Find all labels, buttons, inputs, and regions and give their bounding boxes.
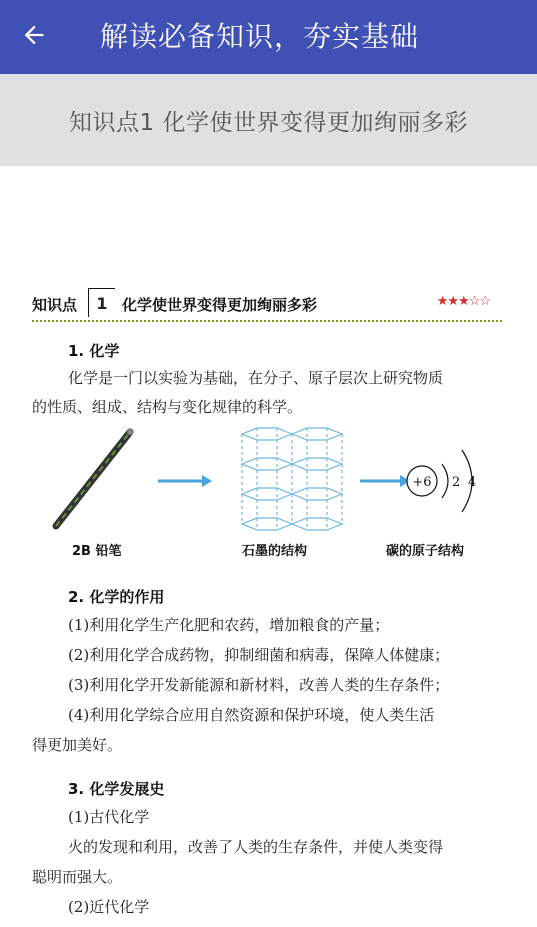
section-3-heading: 3. 化学发展史 — [68, 780, 165, 798]
section-2-heading: 2. 化学的作用 — [68, 588, 165, 606]
section-subtitle: 知识点1 化学使世界变得更加绚丽多彩 — [69, 109, 468, 136]
section-1-line-2: 的性质、组成、结构与变化规律的科学。 — [32, 398, 303, 416]
atom-shell-2-label: 4 — [468, 475, 477, 490]
content-area[interactable] — [0, 166, 537, 927]
caption-carbon: 碳的原子结构 — [386, 544, 465, 559]
section-2-item-4-cont: 得更加美好。 — [32, 736, 123, 754]
stars-filled: ★★★ — [436, 294, 469, 309]
arrow-icon — [158, 475, 212, 487]
difficulty-stars — [437, 294, 490, 309]
section-3-sub-1: (1)古代化学 — [68, 808, 150, 826]
carbon-atom-structure-image — [407, 450, 476, 512]
section-3-line-2: 聪明而强大。 — [32, 868, 123, 886]
page-title: 解读必备知识，夯实基础 — [100, 20, 420, 53]
section-1-heading: 1. 化学 — [68, 342, 120, 360]
section-subtitle-bar — [0, 74, 537, 166]
section-2-item-3: (3)利用化学开发新能源和新材料，改善人类的生存条件； — [68, 676, 450, 694]
stars-empty: ☆☆ — [468, 294, 490, 309]
section-2-item-4: (4)利用化学综合应用自然资源和保护环境，使人类生活 — [68, 706, 435, 724]
kp-number: 1 — [88, 288, 115, 317]
section-3-line-1: 火的发现和利用，改善了人类的生存条件，并使人类变得 — [68, 838, 444, 856]
textbook-page — [32, 286, 502, 916]
graphite-structure-image — [242, 428, 342, 530]
kp-label: 知识点 — [32, 296, 78, 314]
kp-title: 化学使世界变得更加绚丽多彩 — [122, 296, 318, 314]
section-2-item-1: (1)利用化学生产化肥和农药，增加粮食的产量； — [68, 616, 390, 634]
pencil-image — [56, 429, 133, 526]
arrow-left-icon — [20, 21, 48, 49]
arrow-icon-2 — [360, 475, 410, 487]
section-3-sub-2: (2)近代化学 — [68, 898, 150, 916]
app-bar — [0, 0, 537, 74]
atom-shell-1-label: 2 — [452, 475, 461, 490]
illustration-row — [42, 426, 502, 536]
section-1-line-1: 化学是一门以实验为基础，在分子、原子层次上研究物质 — [68, 369, 444, 387]
back-button[interactable] — [14, 15, 54, 55]
caption-graphite: 石墨的结构 — [242, 544, 308, 559]
section-2-item-2: (2)利用化学合成药物，抑制细菌和病毒，保障人体健康； — [68, 646, 450, 664]
knowledge-point-header — [32, 286, 502, 322]
caption-pencil: 2B 铅笔 — [72, 544, 122, 559]
atom-nucleus-label: +6 — [412, 475, 432, 490]
